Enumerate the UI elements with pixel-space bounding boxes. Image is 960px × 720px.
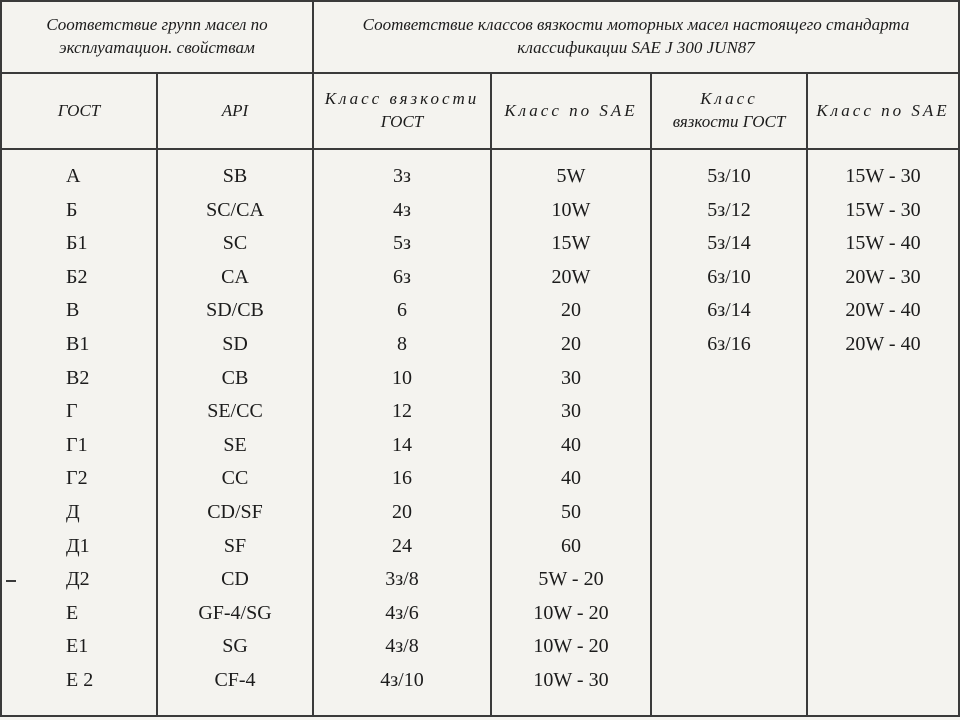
table-cell: 20W - 30: [845, 265, 921, 288]
table-cell: 3з: [393, 165, 411, 187]
table-cell: 15W - 30: [845, 165, 921, 187]
table-cell: 24: [392, 534, 412, 557]
margin-tick-mark: [6, 580, 16, 582]
table-cell: SB: [222, 165, 248, 187]
col-header-label: вязкости ГОСТ: [672, 112, 786, 131]
table-cell: 4з/8: [385, 635, 419, 658]
table-cell: 4з/6: [385, 601, 419, 624]
table-cell: 50: [561, 500, 581, 523]
col-header-visc-gost-2: [652, 74, 806, 148]
table-cell: SC/CA: [206, 198, 264, 221]
table-cell: SF: [223, 534, 247, 557]
col-header-label: Класс по SAE: [504, 100, 638, 120]
col-header-label: ГОСТ: [380, 112, 424, 131]
col-header-sae-1: [492, 74, 650, 148]
col-header-label: Класс вязкости: [324, 89, 480, 109]
table-cell: 20: [561, 299, 581, 322]
table-cell: 40: [561, 433, 581, 456]
table-cell: 10W - 20: [533, 635, 609, 658]
table-cell: 8: [397, 332, 407, 355]
table-cell: GF-4/SG: [198, 601, 272, 624]
table-cell: 15W - 30: [845, 198, 921, 221]
table-cell: CD/SF: [207, 500, 263, 523]
col-header-visc-gost-1: [314, 74, 490, 148]
table-cell: Г1: [66, 433, 88, 456]
table-cell: 20W - 40: [845, 332, 921, 355]
table-cell: Д1: [66, 534, 90, 557]
table-cell: 20W - 40: [845, 299, 921, 322]
table-cell: SC: [222, 232, 248, 255]
table-cell: 5W - 20: [538, 568, 604, 591]
table-cell: CA: [221, 265, 249, 288]
table-cell: В1: [66, 332, 90, 355]
col-header-sae-2: [808, 74, 958, 148]
table-cell: Б1: [66, 232, 88, 255]
table-cell: SE: [223, 433, 247, 456]
table-cell: Г2: [66, 467, 88, 490]
table-cell: Д: [66, 500, 80, 523]
table-cell: 5W: [556, 165, 586, 187]
column-sae-2: [808, 160, 958, 362]
table-cell: 6: [397, 299, 407, 322]
group-header-line: Соответствие групп масел по: [46, 15, 268, 35]
class-header: [314, 2, 958, 72]
table-cell: SG: [222, 635, 248, 658]
table-cell: 5з: [393, 232, 411, 255]
table-cell: 6з/14: [707, 299, 751, 322]
table-cell: В: [66, 299, 80, 322]
column-api: [158, 160, 312, 698]
col-header-label: Класс по SAE: [816, 100, 950, 120]
table-cell: 40: [561, 467, 581, 490]
table-cell: 15W: [551, 232, 591, 255]
table-cell: 30: [561, 366, 581, 389]
table-cell: Е: [66, 601, 79, 624]
column-visc-gost-2: [652, 160, 806, 362]
table-cell: 5з/12: [707, 198, 751, 221]
table-cell: 4з/10: [380, 668, 424, 691]
col-header-label: Класс: [700, 89, 758, 109]
table-cell: CF-4: [214, 668, 256, 691]
column-gost: [66, 160, 146, 698]
table-cell: 16: [392, 467, 412, 490]
class-header-line: классификации SAE J 300 JUN87: [517, 38, 755, 57]
table-cell: 20W: [551, 265, 591, 288]
table-cell: Б2: [66, 265, 88, 288]
table-cell: 12: [392, 400, 412, 423]
table-cell: SD: [222, 332, 248, 355]
table-cell: 20: [561, 332, 581, 355]
table-cell: 3з/8: [385, 568, 419, 591]
column-sae-1: [492, 160, 650, 698]
table-cell: 6з/16: [707, 332, 751, 355]
table-cell: 5з/14: [707, 232, 751, 255]
table-cell: SD/CB: [206, 299, 264, 322]
table-cell: 4з: [393, 198, 411, 221]
table-cell: 30: [561, 400, 581, 423]
table-cell: Б: [66, 198, 78, 221]
table-cell: В2: [66, 366, 90, 389]
table-cell: 5з/10: [707, 165, 751, 187]
table-cell: А: [66, 165, 81, 187]
col-header-api: [158, 74, 312, 148]
table-cell: 10W - 20: [533, 601, 609, 624]
table-cell: 10W - 30: [533, 668, 609, 691]
table-cell: 60: [561, 534, 581, 557]
table-cell: 20: [392, 500, 412, 523]
group-header-line: эксплуатацион. свойствам: [59, 38, 255, 57]
table-cell: 6з: [393, 265, 411, 288]
col-header-label: ГОСТ: [57, 100, 101, 120]
class-header-line: Соответствие классов вязкости моторных масел настоящего стандарта: [362, 15, 910, 35]
table-cell: CB: [221, 366, 249, 389]
table-cell: 14: [392, 433, 412, 456]
table-cell: Г: [66, 400, 78, 423]
table-cell: CC: [221, 467, 249, 490]
col-header-label: API: [221, 100, 249, 120]
group-header: [2, 2, 312, 72]
table-cell: 15W - 40: [845, 232, 921, 255]
header-divider: [0, 148, 958, 150]
table-cell: Д2: [66, 568, 90, 591]
table-cell: CD: [221, 568, 249, 591]
column-visc-gost-1: [314, 160, 490, 698]
table-cell: 10: [392, 366, 412, 389]
table-cell: Е 2: [66, 668, 94, 691]
table-cell: Е1: [66, 635, 89, 658]
table-cell: 10W: [551, 198, 591, 221]
table-cell: SE/CC: [207, 400, 263, 423]
col-header-gost: [2, 74, 156, 148]
table-cell: 6з/10: [707, 265, 751, 288]
